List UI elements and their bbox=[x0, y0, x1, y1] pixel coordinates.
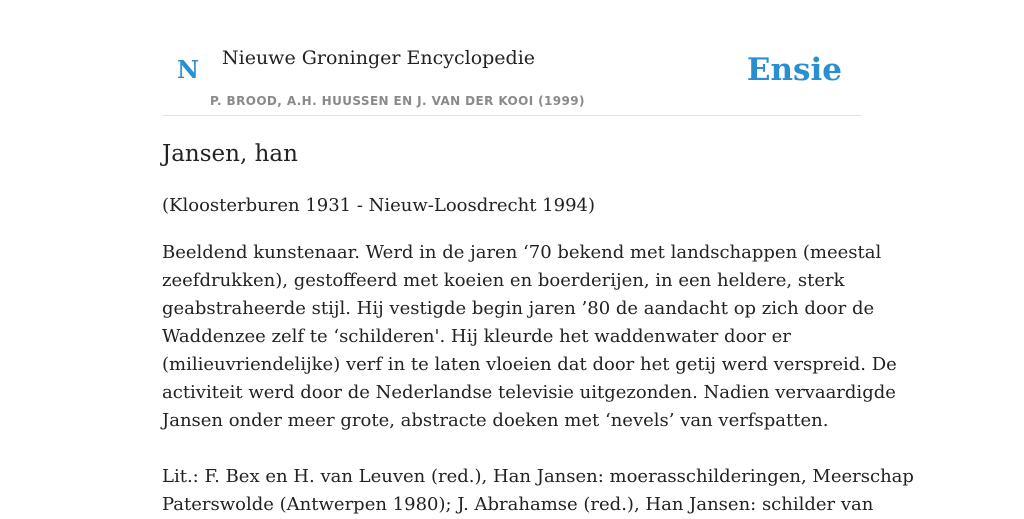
entry-literature bbox=[162, 463, 914, 519]
body-line: zeefdrukken), gestoffeerd met koeien en boerderijen, in een heldere, sterk bbox=[162, 270, 845, 291]
body-line: (milieuvriendelijke) verf in te laten vloeien dat door het getij werd verspreid. De bbox=[162, 354, 897, 375]
body-line: Waddenzee zelf te ‘schilderen'. Hij kleurde het waddenwater door er bbox=[162, 326, 791, 347]
body-line: activiteit werd door de Nederlandse televisie uitgezonden. Nadien vervaardigde bbox=[162, 382, 896, 403]
entry-subtitle: (Kloosterburen 1931 - Nieuw-Loosdrecht 1994) bbox=[162, 195, 595, 216]
literature-line: Lit.: F. Bex en H. van Leuven (red.), Han Jansen: moerasschilderingen, Meerschap bbox=[162, 466, 914, 487]
book-logo-icon[interactable]: N bbox=[177, 55, 199, 84]
page bbox=[162, 0, 914, 515]
body-line: Beeldend kunstenaar. Werd in de jaren ‘70 bekend met landschappen (meestal bbox=[162, 242, 882, 263]
site-logo[interactable]: Ensie bbox=[746, 52, 842, 88]
book-title[interactable]: Nieuwe Groninger Encyclopedie bbox=[222, 47, 536, 69]
book-header bbox=[162, 0, 862, 116]
entry-title: Jansen, han bbox=[162, 141, 298, 167]
book-authors: P. BROOD, A.H. HUUSSEN EN J. VAN DER KOOI (1999) bbox=[210, 94, 585, 108]
entry-body bbox=[162, 239, 897, 435]
body-line: geabstraheerde stijl. Hij vestigde begin jaren ’80 de aandacht op zich door de bbox=[162, 298, 875, 319]
literature-line: Paterswolde (Antwerpen 1980); J. Abrahamse (red.), Han Jansen: schilder van bbox=[162, 494, 874, 515]
body-line: Jansen onder meer grote, abstracte doeken met ‘nevels’ van verfspatten. bbox=[162, 410, 829, 431]
